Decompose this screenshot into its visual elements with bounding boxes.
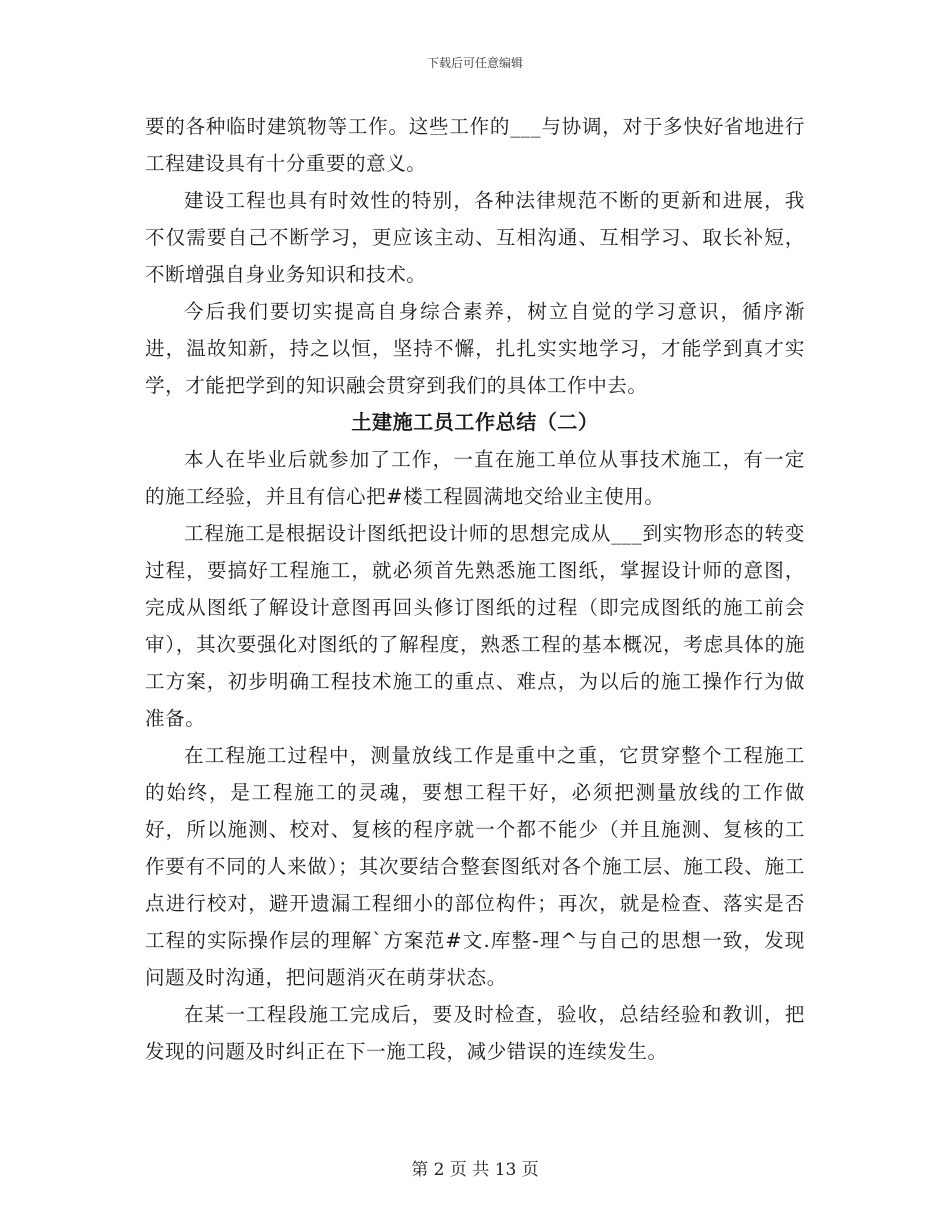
page-number: 第 2 页 共 13 页: [411, 1160, 539, 1180]
paragraph-4: 本人在毕业后就参加了工作，一直在施工单位从事技术施工，有一定的施工经验，并且有信心把#楼工程圆满地交给业主使用。: [145, 448, 805, 508]
paragraph-3: 今后我们要切实提高自身综合素养，树立自觉的学习意识，循序渐进，温故知新，持之以恒，坚持不懈，扎扎实实地学习，才能学到真才实学，才能把学到的知识融会贯穿到我们的具体工作中去。: [145, 300, 805, 397]
paragraph-1: 要的各种临时建筑物等工作。这些工作的___与协调，对于多快好省地进行工程建设具有十分重要的意义。: [145, 115, 805, 175]
paragraph-5: 工程施工是根据设计图纸把设计师的思想完成从___到实物形态的转变过程，要搞好工程施工，就必须首先熟悉施工图纸，掌握设计师的意图，完成从图纸了解设计意图再回头修订图纸的过程（即完成图纸的施工前会审），其次要强化对图纸的了解程度，熟悉工程的基本概况，考虑具体的施工方案，初步明确工程技术施工的重点、难点，为以后的施工操作行为做准备。: [145, 522, 805, 730]
section-title: 土建施工员工作总结（二）: [351, 410, 599, 434]
paragraph-6: 在工程施工过程中，测量放线工作是重中之重，它贯穿整个工程施工的始终，是工程施工的灵魂，要想工程干好，必须把测量放线的工作做好，所以施测、校对、复核的程序就一个都不能少（并且施测、复核的工作要有不同的人来做）；其次要结合整套图纸对各个施工层、施工段、施工点进行校对，避开遗漏工程细小的部位构件；再次，就是检查、落实是否工程的实际操作层的理解`方案范#文.库整-理^与自己的思想一致，发现问题及时沟通，把问题消灭在萌芽状态。: [145, 744, 805, 989]
page-header-note: 下载后可任意编辑: [426, 56, 523, 70]
paragraph-7: 在某一工程段施工完成后，要及时检查，验收，总结经验和教训，把发现的问题及时纠正在下一施工段，减少错误的连续发生。: [145, 1003, 805, 1063]
paragraph-2: 建设工程也具有时效性的特别，各种法律规范不断的更新和进展，我不仅需要自己不断学习，更应该主动、互相沟通、互相学习、取长补短，不断增强自身业务知识和技术。: [145, 189, 805, 286]
document-body: [145, 108, 805, 1070]
